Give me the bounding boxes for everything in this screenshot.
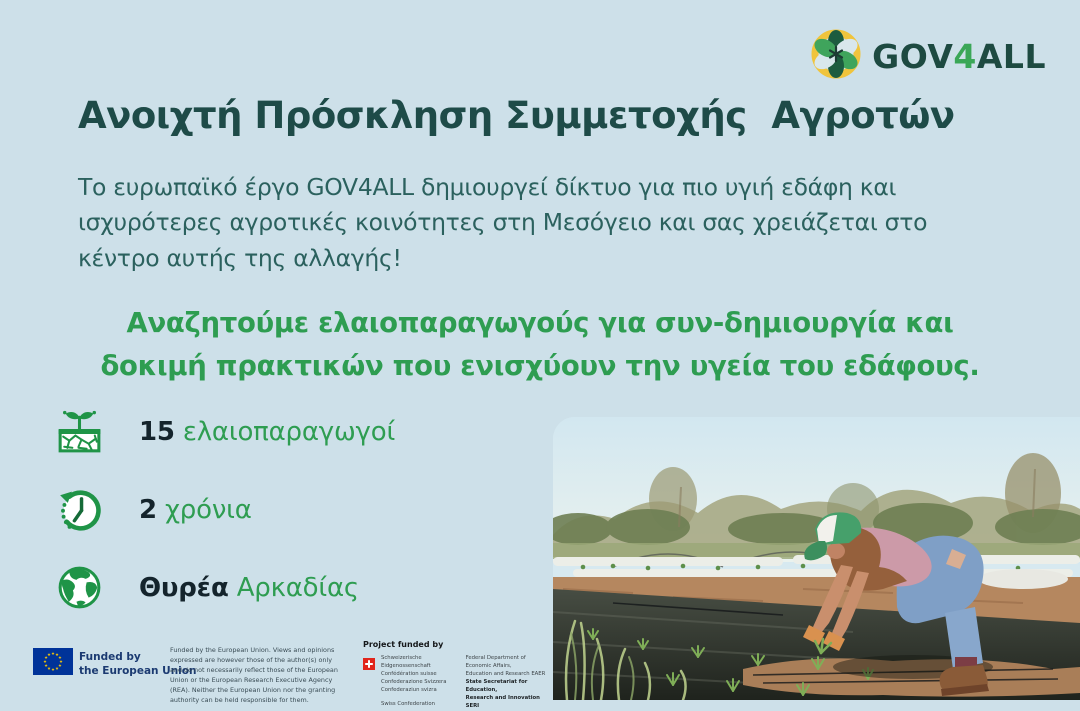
clock-icon — [52, 482, 107, 537]
call-line-1: Αναζητούμε ελαιοπαραγωγούς για συν-δημιουργία και — [126, 307, 954, 339]
swiss-department-text: Federal Department of Economic Affairs, Education and Research EAER State Secretariat for Education, Research and Innovation SERI — [465, 655, 546, 709]
eu-disclaimer-text: Funded by the European Union. Views and opinions expressed are however those of the author(s) only and do not necessarily reflect those of the European Union or the European Research Executive Agency (REA). Neither the European Union nor the granting authority can be held responsible for them. — [170, 646, 338, 704]
fact-label: ελαιοπαραγωγοί — [182, 416, 396, 447]
fact-text — [139, 417, 395, 447]
call-to-action-text — [40, 302, 1040, 387]
facts-list — [52, 404, 395, 615]
fact-text — [139, 573, 359, 603]
sprout-icon — [52, 404, 107, 459]
eu-flag — [33, 648, 73, 675]
fact-row-farmers — [52, 404, 395, 459]
fact-text — [139, 495, 252, 525]
fact-label: Αρκαδίας — [236, 572, 359, 603]
swiss-confederation-names: Schweizerische Eidgenossenschaft Confédération suisse Confederazione Svizzera Confederaziun svizra Swiss Confederation — [381, 655, 447, 707]
fact-row-duration — [52, 482, 395, 537]
swiss-funding-heading: Project funded by — [363, 640, 444, 649]
fact-row-location — [52, 560, 395, 615]
gov4all-logo — [810, 28, 1046, 84]
page-title: Ανοιχτή Πρόσκληση Συμμετοχής Αγροτών — [78, 94, 955, 137]
eu-funded-text: Funded by the European Union — [79, 651, 197, 677]
globe-icon — [52, 560, 107, 615]
field-photo — [553, 417, 1080, 700]
fact-value: Θυρέα — [139, 572, 229, 603]
intro-text: Το ευρωπαϊκό έργο GOV4ALL δημιουργεί δίκτυο για πιο υγιή εδάφη και ισχυρότερες αγροτικές κοινότητες στη Μεσόγειο και σας χρειάζεται στο κέντρο αυτής της αλλαγής! — [78, 173, 928, 272]
fact-value: 15 — [139, 416, 175, 447]
call-line-2: δοκιμή πρακτικών που ενισχύουν την υγεία του εδάφους. — [100, 349, 980, 382]
swiss-cross-icon — [363, 655, 375, 667]
gov4all-logo-text: GOV4ALL — [872, 36, 1046, 76]
gov4all-flower-icon — [810, 28, 862, 84]
fact-value: 2 — [139, 494, 157, 525]
fact-label: χρόνια — [164, 494, 252, 525]
